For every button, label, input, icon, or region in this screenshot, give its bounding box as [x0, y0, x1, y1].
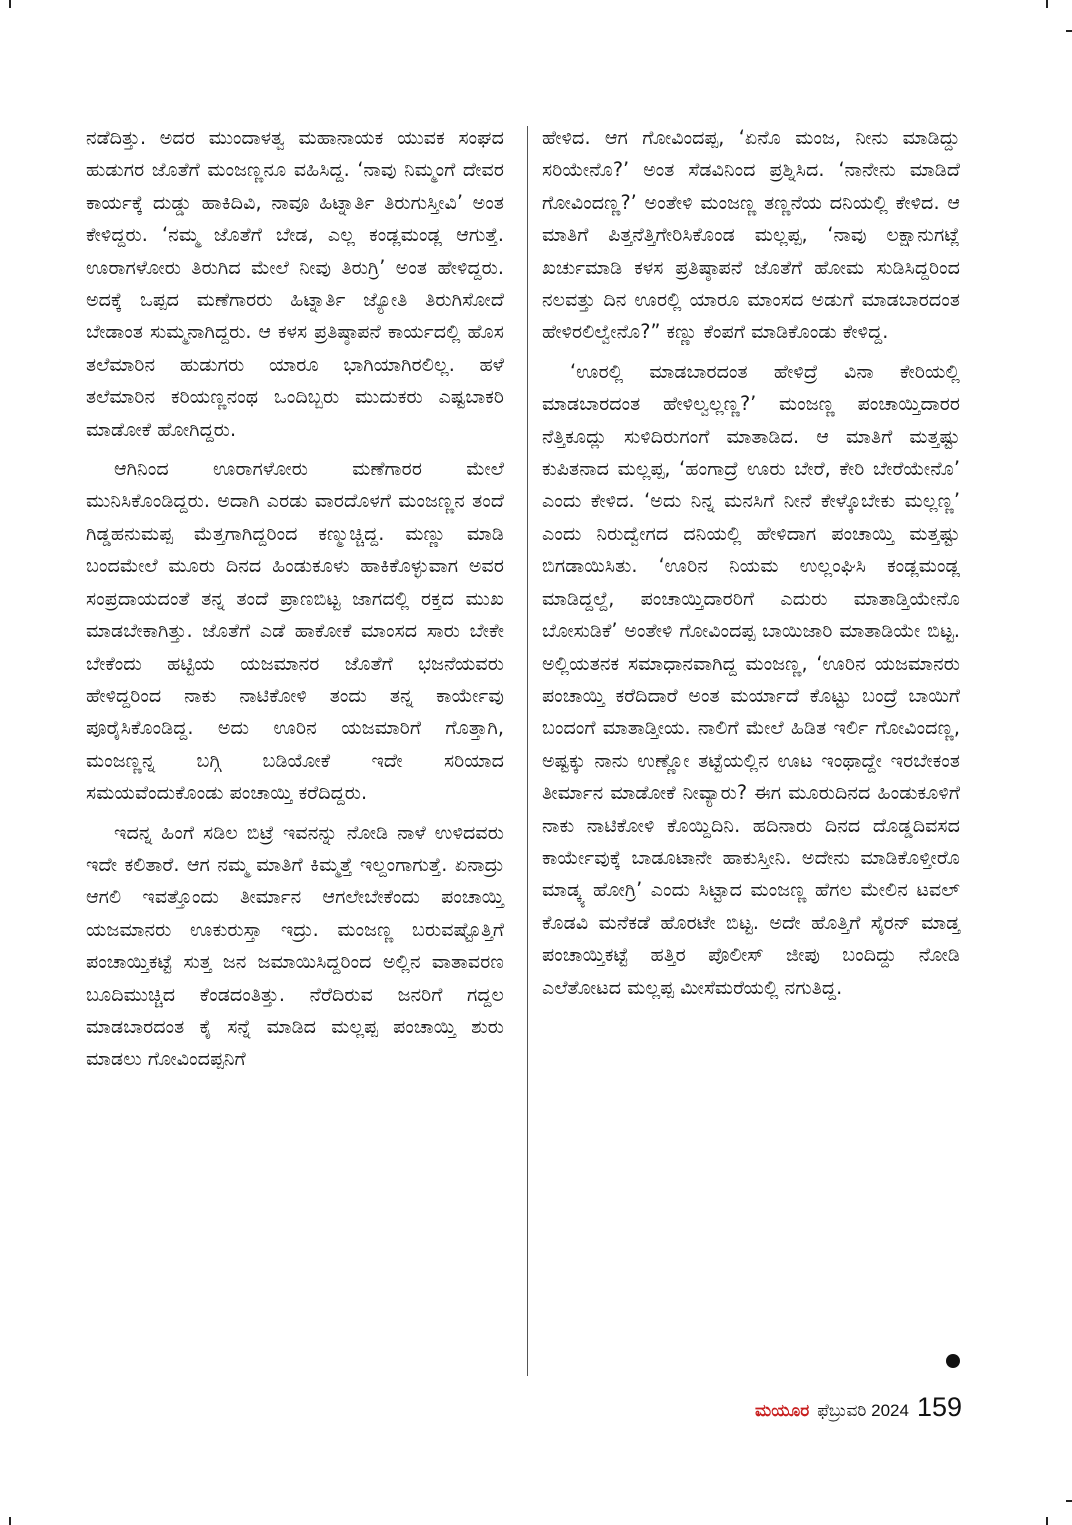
crop-mark-top-left	[9, 0, 11, 8]
article-column-left	[86, 122, 504, 1083]
page-number: 159	[916, 1392, 962, 1422]
paragraph: ‘ಊರಲ್ಲಿ ಮಾಡಬಾರದಂತ ಹೇಳಿದ್ರೆ ವಿನಾ ಕೇರಿಯಲ್ಲಿ ಮಾಡಬಾರದಂತ ಹೇಳಿಲ್ವಲ್ಲಣ್ಣ?’ ಮಂಜಣ್ಣ ಪಂಚಾಯ್ತಿದಾರರ ನೆತ್ತಿಕೂದ್ಲು ಸುಳಿದಿರುಗಂಗೆ ಮಾತಾಡಿದ. ಆ ಮಾತಿಗೆ ಮತ್ತಷ್ಟು ಕುಪಿತನಾದ ಮಲ್ಲಪ್ಪ, ‘ಹಂಗಾದ್ರೆ ಊರು ಬೇರೆ, ಕೇರಿ ಬೇರೆಯೇನೊ’ ಎಂದು ಕೇಳಿದ. ‘ಅದು ನಿನ್ನ ಮನಸಿಗೆ ನೀನೆ ಕೇಳ್ಕೊಬೇಕು ಮಲ್ಲಣ್ಣ’ ಎಂದು ನಿರುದ್ವೇಗದ ದನಿಯಲ್ಲಿ ಹೇಳಿದಾಗ ಪಂಚಾಯ್ತಿ ಮತ್ತಷ್ಟು ಬಿಗಡಾಯಿಸಿತು. ‘ಊರಿನ ನಿಯಮ ಉಲ್ಲಂಘಿಸಿ ಕಂಡ್ಲಮಂಡ್ಲ ಮಾಡಿದ್ದಲ್ದೆ, ಪಂಚಾಯ್ತಿದಾರರಿಗೆ ಎದುರು ಮಾತಾಡ್ತಿಯೇನೊ ಬೋಸುಡಿಕೆ’ ಅಂತೇಳಿ ಗೋವಿಂದಪ್ಪ ಬಾಯಿಜಾರಿ ಮಾತಾಡಿಯೇ ಬಿಟ್ಟ. ಅಲ್ಲಿಯತನಕ ಸಮಾಧಾನವಾಗಿದ್ದ ಮಂಜಣ್ಣ, ‘ಊರಿನ ಯಜಮಾನರು ಪಂಚಾಯ್ತಿ ಕರೆದಿದಾರೆ ಅಂತ ಮರ್ಯಾದೆ ಕೊಟ್ಟು ಬಂದ್ರೆ ಬಾಯಿಗೆ ಬಂದಂಗೆ ಮಾತಾಡ್ತೀಯ. ನಾಲಿಗೆ ಮೇಲೆ ಹಿಡಿತ ಇರ್ಲಿ ಗೋವಿಂದಣ್ಣ, ಅಷ್ಟಕ್ಕು ನಾನು ಉಣ್ಣೋ ತಟ್ಟೆಯಲ್ಲಿನ ಊಟ ಇಂಥಾದ್ದೇ ಇರಬೇಕಂತ ತೀರ್ಮಾನ ಮಾಡೋಕೆ ನೀವ್ಯಾರು? ಈಗ ಮೂರುದಿನದ ಹಿಂಡುಕೂಳಿಗೆ ನಾಕು ನಾಟಿಕೋಳಿ ಕೊಯ್ದಿದಿನಿ. ಹದಿನಾರು ದಿನದ ದೊಡ್ಡದಿವಸದ ಕಾರ್ಯೇವುಕ್ಕೆ ಬಾಡೂಟಾನೇ ಹಾಕುಸ್ತೀನಿ. ಅದೇನು ಮಾಡಿಕೊಳ್ತೀರೊ ಮಾಡ್ಕ್ಯ ಹೋಗ್ರಿ’ ಎಂದು ಸಿಟ್ಟಾದ ಮಂಜಣ್ಣ ಹೆಗಲ ಮೇಲಿನ ಟವಲ್ ಕೊಡವಿ ಮನೆಕಡೆ ಹೊರಟೇ ಬಿಟ್ಟ. ಅದೇ ಹೊತ್ತಿಗೆ ಸೈರನ್ ಮಾಡ್ತ ಪಂಚಾಯ್ತಿಕಟ್ಟೆ ಹತ್ತಿರ ಪೊಲೀಸ್ ಜೀಪು ಬಂದಿದ್ದು ನೋಡಿ ಎಲೆತೋಟದ ಮಲ್ಲಪ್ಪ ಮೀಸೆಮರೆಯಲ್ಲಿ ನಗುತಿದ್ದ.	[542, 359, 960, 999]
column-divider	[527, 126, 528, 1376]
paragraph: ಇದನ್ನ ಹಿಂಗೆ ಸಡಿಲ ಬಿಟ್ರೆ ಇವನನ್ನು ನೋಡಿ ನಾಳೆ ಉಳಿದವರು ಇದೇ ಕಲಿತಾರೆ. ಆಗ ನಮ್ಮ ಮಾತಿಗೆ ಕಿಮ್ಮತ್ತೆ ಇಲ್ದಂಗಾಗುತ್ತೆ. ಏನಾದ್ರು ಆಗಲಿ ಇವತ್ತೊಂದು ತೀರ್ಮಾನ ಆಗಲೇಬೇಕೆಂದು ಪಂಚಾಯ್ತಿ ಯಜಮಾನರು ಊಕುರುಸ್ತಾ ಇದ್ರು. ಮಂಜಣ್ಣ ಬರುವಷ್ಟೊತ್ತಿಗೆ ಪಂಚಾಯ್ತಿಕಟ್ಟೆ ಸುತ್ತ ಜನ ಜಮಾಯಿಸಿದ್ದರಿಂದ ಅಲ್ಲಿನ ವಾತಾವರಣ ಬೂದಿಮುಚ್ಚಿದ ಕೆಂಡದಂತಿತ್ತು. ನೆರೆದಿರುವ ಜನರಿಗೆ ಗದ್ದಲ ಮಾಡಬಾರದಂತ ಕೈ ಸನ್ನೆ ಮಾಡಿದ ಮಲ್ಲಪ್ಪ ಪಂಚಾಯ್ತಿ ಶುರು ಮಾಡಲು ಗೋವಿಂದಪ್ಪನಿಗೆ	[86, 820, 504, 1071]
crop-mark-right-top	[1066, 30, 1072, 32]
issue-date: ಫೆಬ್ರುವರಿ 2024	[817, 1401, 909, 1420]
crop-mark-right-bottom	[1066, 1500, 1072, 1502]
magazine-name: ಮಯೂರ	[755, 1401, 810, 1421]
paragraph: ಆಗಿನಿಂದ ಊರಾಗಳೋರು ಮಣೆಗಾರರ ಮೇಲೆ ಮುನಿಸಿಕೊಂಡಿದ್ದರು. ಅದಾಗಿ ಎರಡು ವಾರದೊಳಗೆ ಮಂಜಣ್ಣನ ತಂದೆ ಗಿಡ್ಡಹನುಮಪ್ಪ ಮೆತ್ತಗಾಗಿದ್ದರಿಂದ ಕಣ್ಮುಚ್ಚಿದ್ದ. ಮಣ್ಣು ಮಾಡಿ ಬಂದಮೇಲೆ ಮೂರು ದಿನದ ಹಿಂಡುಕೂಳು ಹಾಕಿಕೊಳ್ಳುವಾಗ ಅವರ ಸಂಪ್ರದಾಯದಂತೆ ತನ್ನ ತಂದೆ ಪ್ರಾಣಬಿಟ್ಟ ಜಾಗದಲ್ಲಿ ರಕ್ತದ ಮುಖ ಮಾಡಬೇಕಾಗಿತ್ತು. ಜೊತೆಗೆ ಎಡೆ ಹಾಕೋಕೆ ಮಾಂಸದ ಸಾರು ಬೇಕೇ ಬೇಕೆಂದು ಹಟ್ಟಿಯ ಯಜಮಾನರ ಜೊತೆಗೆ ಭಜನೆಯವರು ಹೇಳಿದ್ದರಿಂದ ನಾಕು ನಾಟಿಕೋಳಿ ತಂದು ತನ್ನ ಕಾರ್ಯೇವು ಪೂರೈಸಿಕೊಂಡಿದ್ದ. ಅದು ಊರಿನ ಯಜಮಾರಿಗೆ ಗೊತ್ತಾಗಿ, ಮಂಜಣ್ಣನ್ನ ಬಗ್ಗಿ ಬಡಿಯೋಕೆ ಇದೇ ಸರಿಯಾದ ಸಮಯವೆಂದುಕೊಂಡು ಪಂಚಾಯ್ತಿ ಕರೆದಿದ್ದರು.	[86, 457, 504, 805]
end-of-story-dot	[946, 1354, 960, 1368]
paragraph: ನಡೆದಿತ್ತು. ಅದರ ಮುಂದಾಳತ್ವ ಮಹಾನಾಯಕ ಯುವಕ ಸಂಘದ ಹುಡುಗರ ಜೊತೆಗೆ ಮಂಜಣ್ಣನೂ ವಹಿಸಿದ್ದ. ‘ನಾವು ನಿಮ್ಮಂಗೆ ದೇವರ ಕಾರ್ಯಕ್ಕೆ ದುಡ್ಡು ಹಾಕಿದಿವಿ, ನಾವೂ ಹಿಟ್ನಾರ್ತಿ ತಿರುಗುಸ್ತೀವಿ’ ಅಂತ ಕೇಳಿದ್ದರು. ‘ನಮ್ಮ ಜೊತೆಗೆ ಬೇಡ, ಎಲ್ಲ ಕಂಡ್ಲಮಂಡ್ಲ ಆಗುತ್ತೆ. ಊರಾಗಳೋರು ತಿರುಗಿದ ಮೇಲೆ ನೀವು ತಿರುಗ್ರಿ’ ಅಂತ ಹೇಳಿದ್ದರು. ಅದಕ್ಕೆ ಒಪ್ಪದ ಮಣೆಗಾರರು ಹಿಟ್ನಾರ್ತಿ ಜ್ಯೋತಿ ತಿರುಗಿಸೋದೆ ಬೇಡಾಂತ ಸುಮ್ಮನಾಗಿದ್ದರು. ಆ ಕಳಸ ಪ್ರತಿಷ್ಠಾಪನೆ ಕಾರ್ಯದಲ್ಲಿ ಹೊಸ ತಲೆಮಾರಿನ ಹುಡುಗರು ಯಾರೂ ಭಾಗಿಯಾಗಿರಲಿಲ್ಲ. ಹಳೆ ತಲೆಮಾರಿನ ಕರಿಯಣ್ಣನಂಥ ಒಂದಿಬ್ಬರು ಮುದುಕರು ಎಷ್ಟಬಾಕರಿ ಮಾಡೋಕೆ ಹೋಗಿದ್ದರು.	[86, 126, 504, 441]
article-column-right	[542, 122, 960, 1011]
crop-mark-bottom-left	[9, 1517, 11, 1525]
crop-mark-top-right	[1046, 0, 1048, 8]
crop-mark-bottom-right	[1046, 1517, 1048, 1525]
page-footer	[755, 1392, 962, 1423]
paragraph: ಹೇಳಿದ. ಆಗ ಗೋವಿಂದಪ್ಪ, ‘ಏನೊ ಮಂಜ, ನೀನು ಮಾಡಿದ್ದು ಸರಿಯೇನೊ?’ ಅಂತ ಸೆಡವಿನಿಂದ ಪ್ರಶ್ನಿಸಿದ. ‘ನಾನೇನು ಮಾಡಿದೆ ಗೋವಿಂದಣ್ಣ?’ ಅಂತೇಳಿ ಮಂಜಣ್ಣ ತಣ್ಣನೆಯ ದನಿಯಲ್ಲಿ ಕೇಳಿದ. ಆ ಮಾತಿಗೆ ಪಿತ್ತನೆತ್ತಿಗೇರಿಸಿಕೊಂಡ ಮಲ್ಲಪ್ಪ, ‘ನಾವು ಲಕ್ಷಾನುಗಟ್ಲೆ ಖರ್ಚುಮಾಡಿ ಕಳಸ ಪ್ರತಿಷ್ಠಾಪನೆ ಜೊತೆಗೆ ಹೋಮ ಸುಡಿಸಿದ್ದರಿಂದ ನಲವತ್ತು ದಿನ ಊರಲ್ಲಿ ಯಾರೂ ಮಾಂಸದ ಅಡುಗೆ ಮಾಡಬಾರದಂತ ಹೇಳಿರಲಿಲ್ವೇನೊ?” ಕಣ್ಣು ಕೆಂಪಗೆ ಮಾಡಿಕೊಂಡು ಕೇಳಿದ್ದ.	[542, 126, 960, 344]
